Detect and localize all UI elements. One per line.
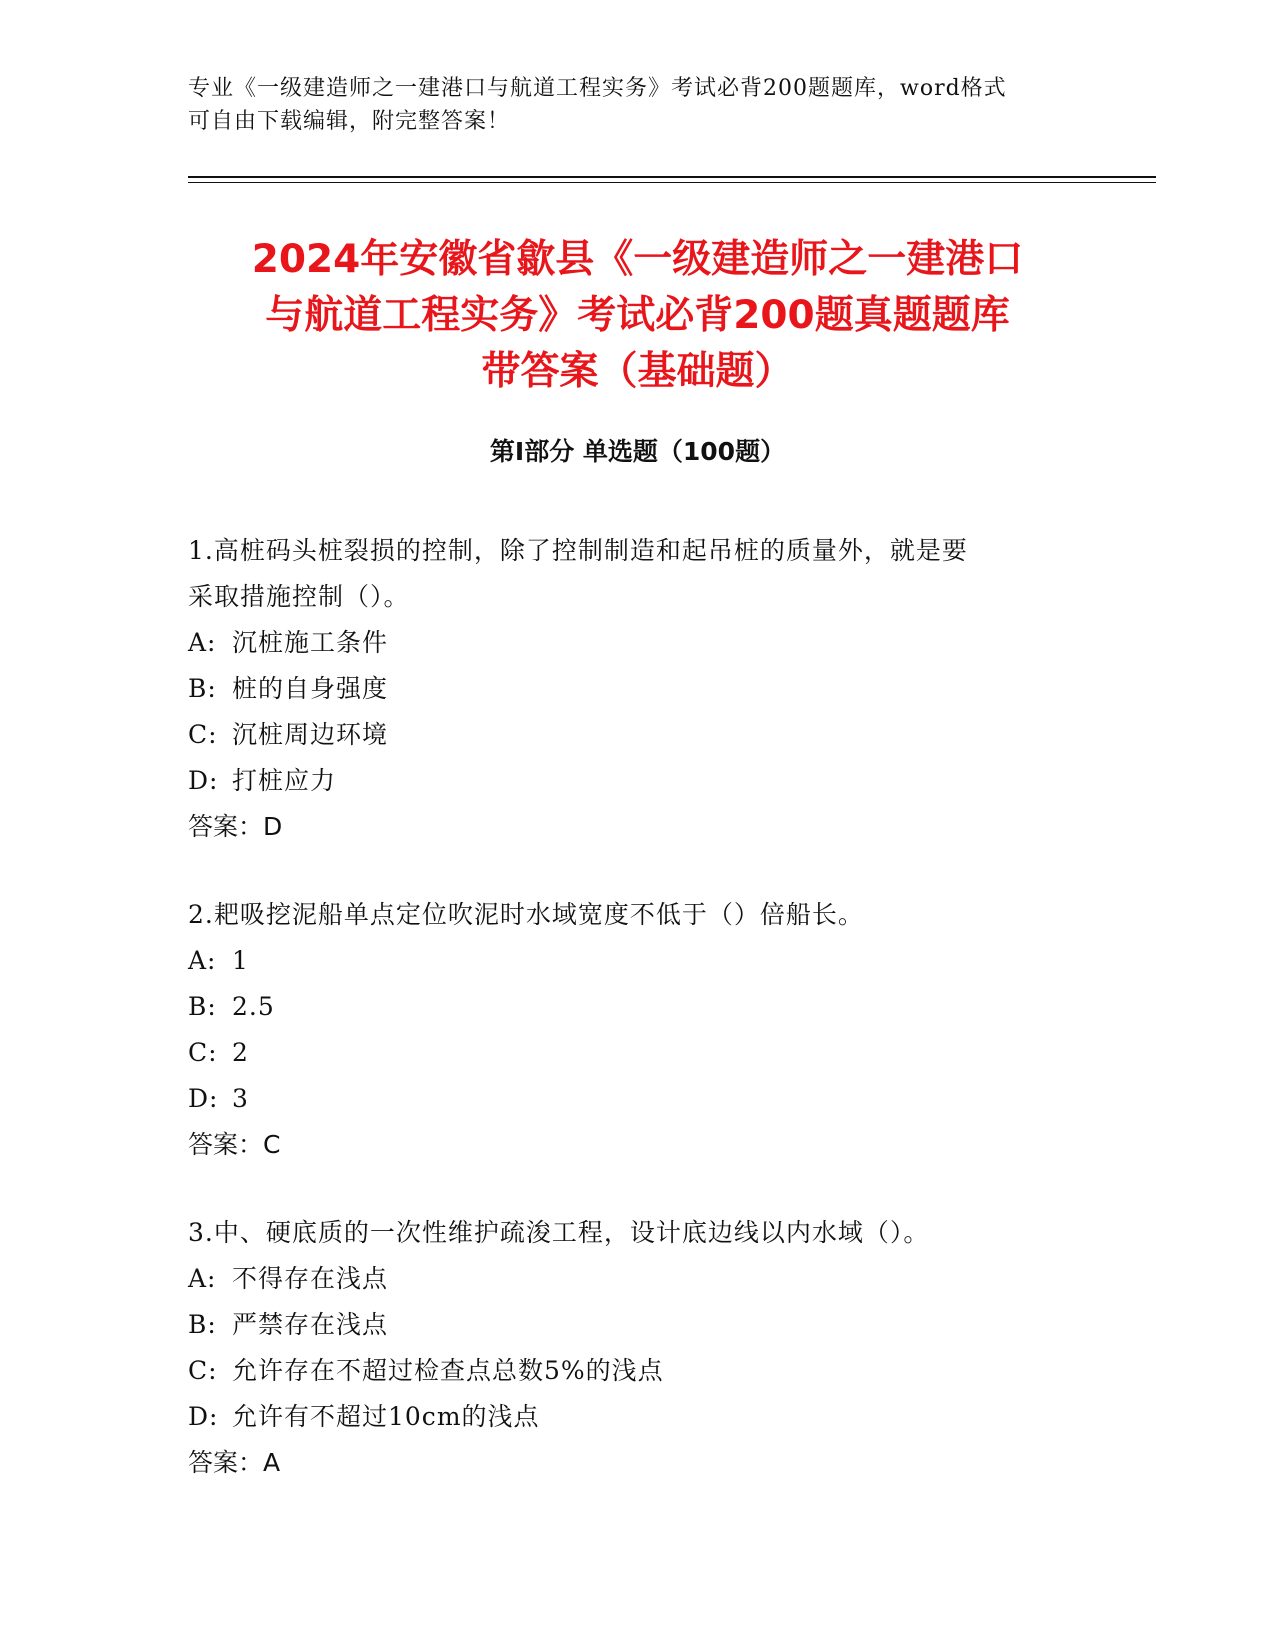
option-text: 打桩应力 [232, 766, 337, 795]
answer-label: 答案：A [188, 1448, 281, 1477]
answer-label: 答案：C [188, 1130, 281, 1159]
option-a [188, 1256, 1088, 1302]
option-letter: B: [188, 1310, 217, 1339]
section-title: 第I部分 单选题（100题） [489, 437, 786, 466]
option-letter: C: [188, 1038, 218, 1067]
option-letter: D: [188, 1402, 219, 1431]
option-text: 沉桩施工条件 [232, 628, 389, 657]
option-letter: A: [188, 946, 217, 975]
option-letter: B: [188, 992, 217, 1021]
header-divider-thick [188, 176, 1156, 178]
option-d [188, 1076, 1088, 1122]
header-divider-thin [188, 182, 1156, 183]
document-title-line-1: 2024年安徽省歙县《一级建造师之一建港口 [251, 237, 1024, 282]
option-letter: C: [188, 1356, 218, 1385]
option-text: 严禁存在浅点 [232, 1310, 389, 1339]
header-note-line-2: 可自由下载编辑，附完整答案！ [188, 109, 511, 134]
option-a [188, 938, 1088, 984]
option-c [188, 1348, 1088, 1394]
option-letter: D: [188, 766, 219, 795]
option-letter: C: [188, 720, 218, 749]
question-1 [188, 528, 1088, 850]
option-b [188, 666, 1088, 712]
option-b [188, 984, 1088, 1030]
option-text: 2.5 [232, 992, 275, 1021]
header-note-line-1: 专业《一级建造师之一建港口与航道工程实务》考试必背200题题库，word格式 [188, 76, 1007, 101]
question-stem: 2.耙吸挖泥船单点定位吹泥时水域宽度不低于（）倍船长。 [188, 900, 864, 929]
option-text: 桩的自身强度 [232, 674, 389, 703]
option-letter: A: [188, 628, 217, 657]
option-text: 沉桩周边环境 [232, 720, 389, 749]
option-text: 2 [232, 1038, 249, 1067]
option-text: 3 [232, 1084, 249, 1113]
option-letter: A: [188, 1264, 217, 1293]
document-title [150, 232, 1125, 400]
option-text: 1 [232, 946, 249, 975]
question-2 [188, 892, 1088, 1168]
header-note [188, 72, 1088, 138]
option-letter: B: [188, 674, 217, 703]
option-a [188, 620, 1088, 666]
option-b [188, 1302, 1088, 1348]
option-d [188, 1394, 1088, 1440]
answer-label: 答案：D [188, 812, 283, 841]
question-stem: 1.高桩码头桩裂损的控制，除了控制制造和起吊桩的质量外，就是要 [188, 536, 968, 565]
document-title-line-3: 带答案（基础题） [481, 349, 794, 394]
option-d [188, 758, 1088, 804]
option-text: 允许有不超过10cm的浅点 [232, 1402, 540, 1431]
document-title-line-2: 与航道工程实务》考试必背200题真题题库 [265, 293, 1010, 338]
option-c [188, 712, 1088, 758]
option-letter: D: [188, 1084, 219, 1113]
option-text: 允许存在不超过检查点总数5%的浅点 [232, 1356, 664, 1385]
question-stem: 3.中、硬底质的一次性维护疏浚工程，设计底边线以内水域（）。 [188, 1218, 930, 1247]
question-list [188, 528, 1088, 1528]
question-stem-continued: 采取措施控制（）。 [188, 582, 410, 611]
option-c [188, 1030, 1088, 1076]
option-text: 不得存在浅点 [232, 1264, 389, 1293]
question-3 [188, 1210, 1088, 1486]
